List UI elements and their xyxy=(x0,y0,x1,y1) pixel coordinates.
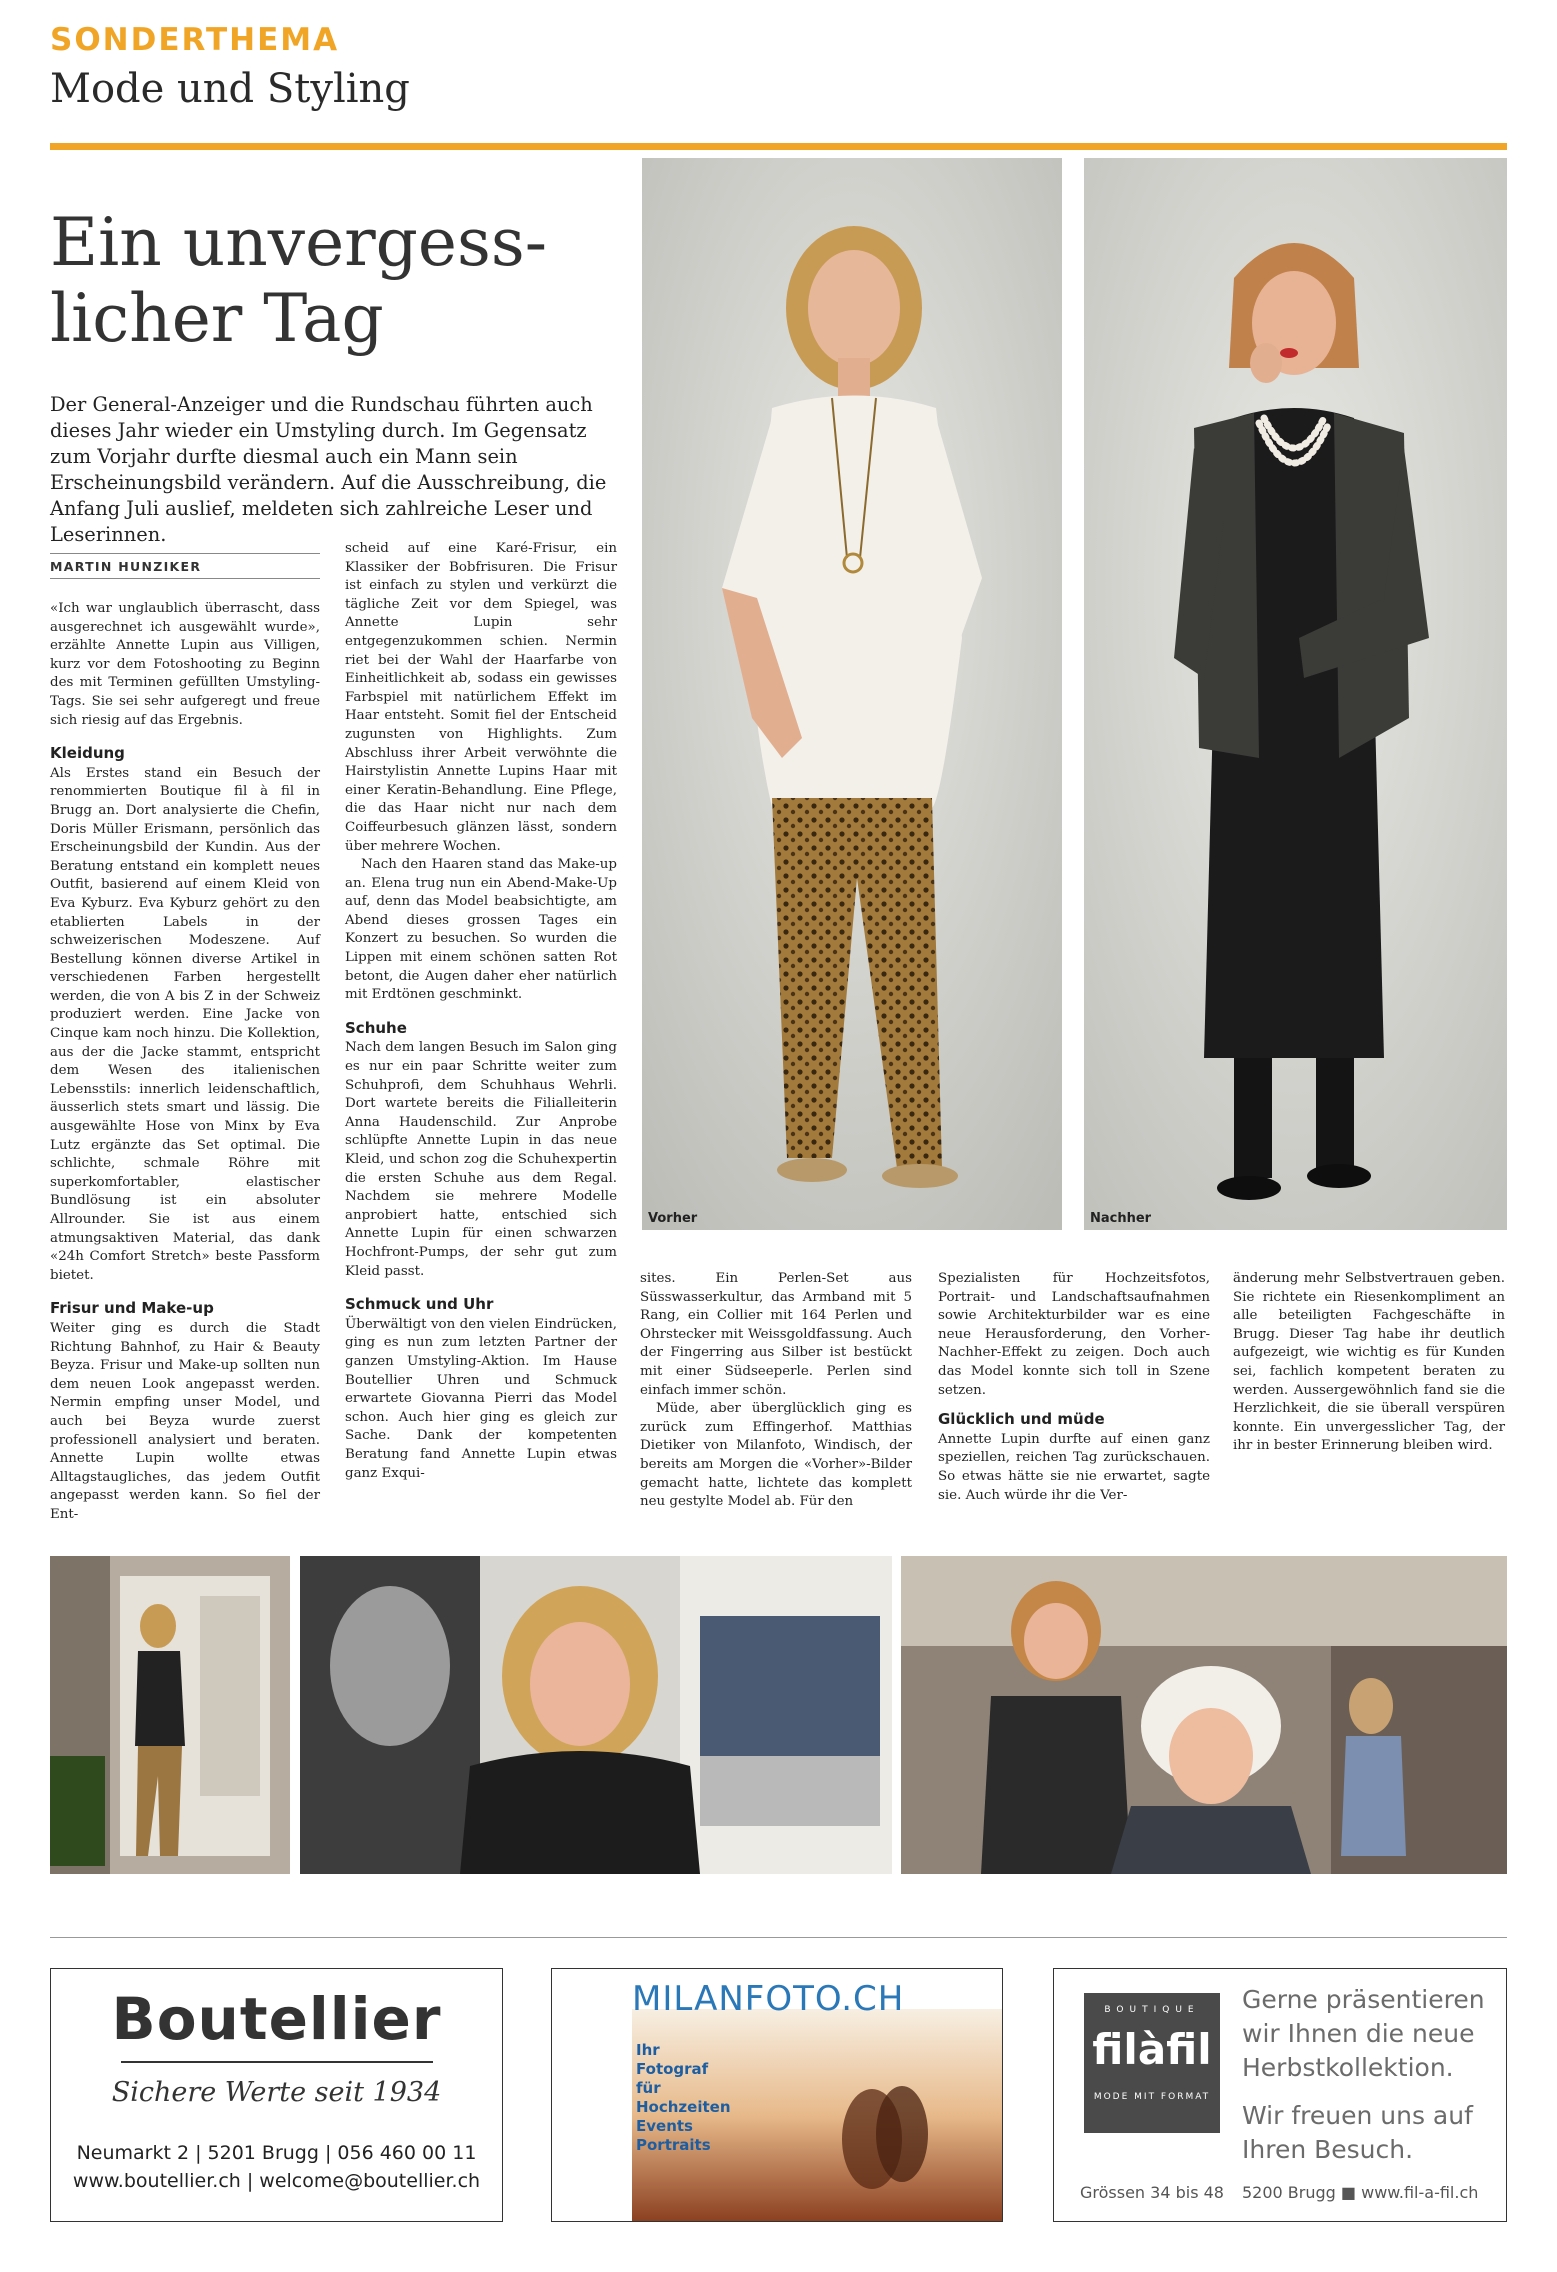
ad-filafil-logo-name: filàfil xyxy=(1092,2025,1212,2074)
ad-boutellier-name: Boutellier xyxy=(111,1985,442,2053)
ad-boutellier-rule xyxy=(121,2061,433,2063)
section-title: Mode und Styling xyxy=(50,66,410,112)
subhead-schmuck: Schmuck und Uhr xyxy=(345,1295,494,1314)
article-column-1 xyxy=(50,600,320,1525)
ad-milanfoto-title[interactable]: MILANFOTO.CH xyxy=(632,1979,905,2019)
photo-after-illustration xyxy=(1084,158,1507,1230)
paragraph: Überwältigt von den vielen Eindrücken, ging es nun zum letzten Partner der ganzen Umstyling-Aktion. Im Hause Boutellier Uhren und Schmuck erwartete Giovanna Pierri das Model schon. Auch hier ging es gleich zur Sache. Dank der kompetenten Beratung fand Annette Lupin etwas ganz Exqui- xyxy=(345,1316,617,1481)
subhead-frisur: Frisur und Make-up xyxy=(50,1299,214,1318)
photo-hair-salon xyxy=(901,1556,1507,1874)
ad-filafil[interactable] xyxy=(1053,1968,1507,2222)
author-byline: MARTIN HUNZIKER xyxy=(50,553,320,579)
ad-milanfoto-line: Hochzeiten xyxy=(636,2098,731,2116)
photo-after xyxy=(1084,158,1507,1230)
ad-boutellier-slogan: Sichere Werte seit 1934 xyxy=(111,2077,442,2108)
ad-filafil-logo xyxy=(1084,1993,1220,2133)
ad-milanfoto-line: Events xyxy=(636,2117,693,2135)
subhead-gluecklich: Glücklich und müde xyxy=(938,1410,1105,1429)
photo-before xyxy=(642,158,1062,1230)
article-column-3 xyxy=(640,1270,912,1512)
article-column-4 xyxy=(938,1270,1210,1505)
ad-filafil-address[interactable]: 5200 Brugg ■ www.fil-a-fil.ch xyxy=(1242,2183,1479,2202)
subhead-schuhe: Schuhe xyxy=(345,1018,407,1037)
ads-divider xyxy=(50,1937,1507,1938)
article-lead: Der General-Anzeiger und die Rundschau führten auch dieses Jahr wieder ein Umstyling durch. Im Gegensatz zum Vorjahr durfte diesmal auch ein Mann sein Erscheinungsbild verändern. Auf die Ausschreibung, die Anfang Juli auslief, meldeten sich zahlreiche Leser und Leserinnen. xyxy=(50,393,607,546)
photo-shopping xyxy=(300,1556,892,1874)
header-rule xyxy=(50,143,1507,150)
caption-before: Vorher xyxy=(648,1211,698,1226)
photo-before-illustration xyxy=(642,158,1062,1230)
ad-milanfoto-services xyxy=(636,2041,731,2155)
photo-boutique-entrance xyxy=(50,1556,290,1874)
paragraph: Müde, aber überglücklich ging es zurück zum Effingerhof. Matthias Dietiker von Milanfoto, Windisch, der bereits am Morgen die «Vorher»-Bilder gemacht hatte, lichtete das komplett neu gestylte Model ab. Für den xyxy=(640,1401,912,1510)
paragraph: Weiter ging es durch die Stadt Richtung Bahnhof, zu Hair & Beauty Beyza. Frisur und Make-up sollten nun dem neuen Look angepasst werden. Nermin empfing unser Model, und auch bei Beyza wurde zuerst professionell analysiert und beraten. Annette Lupin wollte etwas Alltagstaugliches, das jedem Outfit angepasst werden kann. So fiel der Ent- xyxy=(50,1320,320,1522)
article-headline xyxy=(50,205,630,357)
paragraph: scheid auf eine Karé-Frisur, ein Klassiker der Bobfrisuren. Die Frisur ist einfach zu stylen und verkürzt die tägliche Zeit vor dem Spiegel, was Annette Lupin sehr entgegenzukommen schien. Nermin riet bei der Wahl der Haarfarbe von Einheitlichkeit ab, sodass ein gewisses Farbspiel mit natürlichem Effekt im Haar entsteht. Somit fiel der Entscheid zugunsten von Highlights. Zum Abschluss ihrer Arbeit verwöhnte die Hairstylistin Annette Lupins Haar mit einer Keratin-Behandlung. Eine Pflege, die das Haar nicht nur nach dem Coiffeurbesuch glänzen lässt, sondern über mehrere Wochen. xyxy=(345,541,617,854)
ad-milanfoto-line: Portraits xyxy=(636,2136,711,2154)
subhead-kleidung: Kleidung xyxy=(50,744,125,763)
headline-line-2: licher Tag xyxy=(50,280,384,357)
caption-after: Nachher xyxy=(1090,1211,1152,1226)
ad-boutellier[interactable] xyxy=(50,1968,503,2222)
ad-boutellier-web[interactable]: www.boutellier.ch | welcome@boutellier.ch xyxy=(72,2170,481,2192)
ad-filafil-logo-top: BOUTIQUE xyxy=(1104,2005,1200,2015)
paragraph: Nach dem langen Besuch im Salon ging es nur ein paar Schritte weiter zum Schuhprofi, dem Schuhhaus Wehrli. Dort wartete bereits die Filialleiterin Anna Haudenschild. Zur Anprobe schlüpfte Annette Lupin in das neue Kleid, und schon zog die Schuhexpertin die ersten Schuhe aus dem Regal. Nachdem sie mehrere Modelle anprobiert hatte, entschied sich Annette Lupin für einen schwarzen Hochfront-Pumps, der sehr gut zum Kleid passt. xyxy=(345,1040,617,1279)
paragraph: Nach den Haaren stand das Make-up an. Elena trug nun ein Abend-Make-Up auf, denn das Model beabsichtigte, am Abend dieses grossen Tages ein Konzert zu besuchen. So wurden die Lippen mit einem schönen satten Rot betont, die Augen daher eher natürlich mit Erdtönen geschminkt. xyxy=(345,857,617,1003)
ad-boutellier-address: Neumarkt 2 | 5201 Brugg | 056 460 00 11 xyxy=(76,2142,477,2164)
section-kicker: SONDERTHEMA xyxy=(50,22,340,58)
ad-milanfoto[interactable] xyxy=(551,1968,1003,2222)
article-column-2 xyxy=(345,540,617,1483)
paragraph: Annette Lupin durfte auf einen ganz speziellen, reichen Tag zurückschauen. So etwas hätte sie nie erwartet, sagte sie. Auch würde ihr die Ver- xyxy=(938,1431,1210,1503)
photo-boutique-illustration xyxy=(50,1556,290,1874)
ad-milanfoto-line: für xyxy=(636,2079,661,2097)
paragraph: Als Erstes stand ein Besuch der renommierten Boutique fil à fil in Brugg an. Dort analysierte die Chefin, Doris Müller Erismann, persönlich das Erscheinungsbild der Kundin. Aus der Beratung entstand ein komplett neues Outfit, basierend auf einem Kleid von Eva Kyburz. Eva Kyburz gehört zu den etablierten Labels in der schweizerischen Modeszene. Auf Bestellung können diverse Artikel in verschiedenen Farben hergestellt werden, die von A bis Z in der Schweiz produziert werden. Eine Jacke von Cinque kam noch hinzu. Die Kollektion, aus der die Jacke stammt, entspricht dem Wesen des italienischen Lebensstils: innerlich leidenschaftlich, äusserlich stets smart und lässig. Die ausgewählte Hose von Minx by Eva Lutz ergänzte das Set optimal. Die schlichte, schmale Röhre mit superkomfortabler, elastischer Bundlösung ist ein absoluter Allrounder. Sie ist aus einem atmungsaktiven Material, das dank «24h Comfort Stretch» beste Passform bietet. xyxy=(50,765,320,1283)
ad-filafil-logo-bottom: MODE MIT FORMAT xyxy=(1093,2092,1211,2102)
article-column-5 xyxy=(1233,1270,1505,1456)
ad-milanfoto-line: Fotograf xyxy=(636,2060,709,2078)
paragraph: sites. Ein Perlen-Set aus Süsswasserkultur, das Armband mit 5 Rang, ein Collier mit 164 Perlen und Ohrstecker mit Weissgoldfassung. Auch der Fingerring aus Silber ist bestückt mit einer Südseeperle. Perlen sind einfach immer schön. xyxy=(640,1271,912,1398)
paragraph: Spezialisten für Hochzeitsfotos, Portrait- und Landschaftsaufnahmen sowie Architekturbilder war es eine neue Herausforderung, den Vorher-Nachher-Effekt zu zeigen. Doch auch das Model konnte sich toll in Szene setzen. xyxy=(938,1271,1210,1398)
headline-line-1: Ein unvergess- xyxy=(50,204,548,281)
ad-filafil-text-1: Gerne präsentieren wir Ihnen die neue Herbstkollektion. xyxy=(1242,1985,1485,2082)
paragraph: änderung mehr Selbstvertrauen geben. Sie richtete ein Riesenkompliment an alle beteiligten Fachgeschäfte in Brugg. Dieser Tag habe ihr deutlich aufgezeigt, wie wichtig es für Kunden sei, fachlich kompetent beraten zu werden. Aussergewöhnlich fand sie die Herzlichkeit, die sie überall verspüren konnte. Ein unvergesslicher Tag, der ihr in bester Erinnerung bleiben wird. xyxy=(1233,1271,1505,1454)
photo-salon-illustration xyxy=(901,1556,1507,1874)
ad-filafil-text-2: Wir freuen uns auf Ihren Besuch. xyxy=(1242,2101,1473,2164)
photo-shopping-illustration xyxy=(300,1556,892,1874)
ad-milanfoto-line: Ihr xyxy=(636,2041,660,2059)
ad-filafil-sizes: Grössen 34 bis 48 xyxy=(1080,2183,1224,2202)
paragraph: «Ich war unglaublich überrascht, dass ausgerechnet ich ausgewählt wurde», erzählte Annette Lupin aus Villigen, kurz vor dem Fotoshooting zu Beginn des mit Terminen gefüllten Umstyling-Tags. Sie sei sehr aufgeregt und freue sich riesig auf das Ergebnis. xyxy=(50,601,320,728)
